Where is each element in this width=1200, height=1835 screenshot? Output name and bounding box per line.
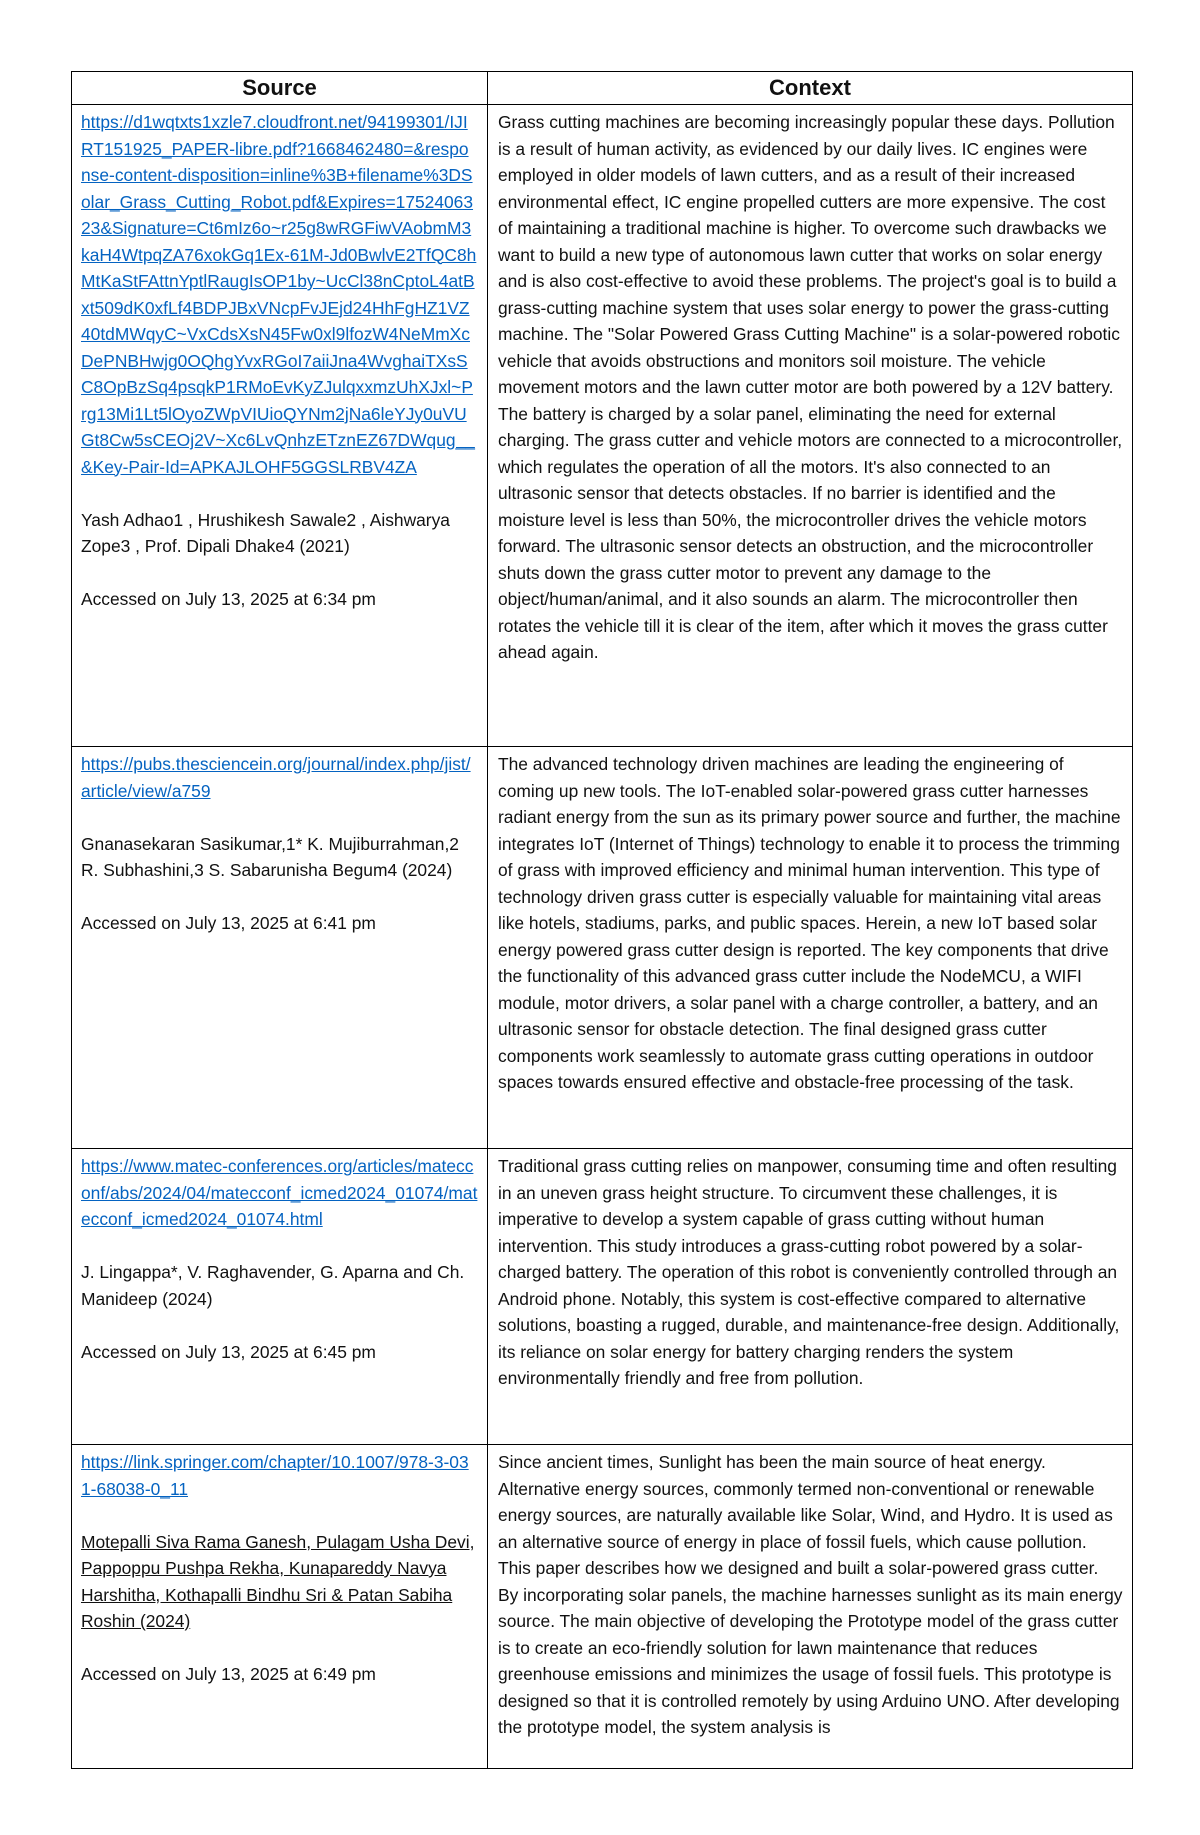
- context-text: The advanced technology driven machines are leading the engineering of coming up new tools. The IoT-enabled solar-powered grass cutter harnesses radiant energy from the sun as its primary power source and further, the machine integrates IoT (Internet of Things) technology to enable it to process the trimming of grass with improved efficiency and minimal human intervention. This type of technology driven grass cutter is especially valuable for maintaining vital areas like hotels, stadiums, parks, and public spaces. Herein, a new IoT based solar energy powered grass cutter design is reported. The key components that drive the functionality of this advanced grass cutter include the NodeMCU, a WIFI module, motor drivers, a solar panel with a charge controller, a battery, and an ultrasonic sensor for obstacle detection. The final designed grass cutter components work seamlessly to automate grass cutting operations in outdoor spaces towards ensured effective and obstacle-free processing of the task.: [498, 754, 1121, 1092]
- accessed-date: Accessed on July 13, 2025 at 6:45 pm: [81, 1341, 376, 1362]
- source-link[interactable]: https://pubs.thesciencein.org/journal/index.php/jist/article/view/a759: [81, 754, 471, 801]
- accessed-date: Accessed on July 13, 2025 at 6:34 pm: [81, 589, 376, 609]
- authors-text: J. Lingappa*, V. Raghavender, G. Aparna and Ch. Manideep (2024): [81, 1262, 465, 1309]
- source-link[interactable]: https://d1wqtxts1xzle7.cloudfront.net/94199301/IJIRT151925_PAPER-libre.pdf?1668462480=&response-content-disposition=inline%3B+filename%3DSolar_Grass_Cutting_Robot.pdf&Expires=1752406323&Signature=Ct6mIz6o~r25g8wRGFiwVAobmM3kaH4WtpqZA76xokGq1Ex-61M-Jd0BwlvE2TfQC8hMtKaStFAttnYptlRaugIsOP1by~UcCl38nCptoL4atBxt509dK0xfLf4BDPJBxVNcpFvJEjd24HhFgHZ1VZ40tdMWqyC~VxCdsXsN45Fw0xl9lfozW4NeMmXcDePNBHwjg0OQhgYvxRGoI7aiiJna4WvghaiTXsSC8OpBzSq4psqkP1RMoEvKyZJulqxxmzUhXJxl~Prg13Mi1Lt5lOyoZWpVIUioQYNm2jNa6leYJy0uVUGt8Cw5sCEOj2V~Xc6LvQnhzETznEZ67DWqug__&Key-Pair-Id=APKAJLOHF5GGSLRBV4ZA: [81, 112, 477, 477]
- authors-text: Yash Adhao1 , Hrushikesh Sawale2 , Aishwarya Zope3 , Prof. Dipali Dhake4 (2021): [81, 509, 450, 556]
- context-text: Since ancient times, Sunlight has been the main source of heat energy. Alternative energy sources, commonly termed non-conventional or renewable energy sources, are naturally available like Solar, Wind, and Hydro. It is used as an alternative source of energy in place of fossil fuels, which cause pollution. This paper describes how we designed and built a solar-powered grass cutter. By incorporating solar panels, the machine harnesses sunlight as its main energy source. The main objective of developing the Prototype model of the grass cutter is to create an eco-friendly solution for lawn maintenance that reduces greenhouse emissions and minimizes the usage of fossil fuels. This prototype is designed so that it is controlled remotely by using Arduino UNO. After developing the prototype model, the system analysis is: [498, 1452, 1123, 1737]
- header-row: [72, 72, 1133, 105]
- context-text: Grass cutting machines are becoming increasingly popular these days. Pollution is a result of human activity, as evidenced by our daily lives. IC engines were employed in older models of lawn cutters, and as a result of their increased environmental effect, IC engine propelled cutters are more expensive. The cost of maintaining a traditional machine is higher. To overcome such drawbacks we want to build a new type of autonomous lawn cutter that works on solar energy and is also cost-effective to avoid these problems. The project's goal is to build a grass-cutting machine system that uses solar energy to power the grass-cutting machine. The "Solar Powered Grass Cutting Machine" is a solar-powered robotic vehicle that avoids obstructions and monitors soil moisture. The vehicle movement motors and the lawn cutter motor are both powered by a 12V battery. The battery is charged by a solar panel, eliminating the need for external charging. The grass cutter and vehicle motors are connected to a microcontroller, which regulates the operation of all the motors. It's also connected to an ultrasonic sensor that detects obstacles. If no barrier is identified and the moisture level is less than 50%, the microcontroller drives the vehicle motors forward. The ultrasonic sensor detects an obstruction, and the microcontroller shuts down the grass cutter motor to prevent any damage to the object/human/animal, and it also sounds an alarm. The microcontroller then rotates the vehicle till it is clear of the item, after which it moves the grass cutter ahead again.: [498, 112, 1123, 662]
- table-row: [72, 747, 1133, 1149]
- authors-text[interactable]: Motepalli Siva Rama Ganesh, Pulagam Usha Devi, Pappoppu Pushpa Rekha, Kunapareddy Navya Harshitha, Kothapalli Bindhu Sri & Patan Sabiha Roshin (2024): [81, 1531, 475, 1631]
- source-link[interactable]: https://www.matec-conferences.org/articles/matecconf/abs/2024/04/matecconf_icmed2024_01074/matecconf_icmed2024_01074.html: [81, 1156, 478, 1229]
- context-cell: [488, 747, 1133, 1149]
- source-cell: [72, 1149, 488, 1445]
- table-row: [72, 1445, 1133, 1769]
- source-cell: [72, 105, 488, 747]
- authors-text: Gnanasekaran Sasikumar,1* K. Mujiburrahman,2 R. Subhashini,3 S. Sabarunisha Begum4 (2024): [81, 833, 459, 880]
- context-cell: [488, 1445, 1133, 1769]
- accessed-date: Accessed on July 13, 2025 at 6:41 pm: [81, 913, 376, 933]
- context-header: Context: [488, 72, 1133, 105]
- source-cell: [72, 747, 488, 1149]
- source-header: Source: [72, 72, 488, 105]
- source-link[interactable]: https://link.springer.com/chapter/10.1007/978-3-031-68038-0_11: [81, 1452, 469, 1499]
- context-cell: [488, 105, 1133, 747]
- table-row: [72, 1149, 1133, 1445]
- table-row: [72, 105, 1133, 747]
- sources-table: [71, 71, 1133, 1769]
- accessed-date: Accessed on July 13, 2025 at 6:49 pm: [81, 1664, 376, 1684]
- context-cell: [488, 1149, 1133, 1445]
- source-cell: [72, 1445, 488, 1769]
- context-text: Traditional grass cutting relies on manpower, consuming time and often resulting in an uneven grass height structure. To circumvent these challenges, it is imperative to develop a system capable of grass cutting without human intervention. This study introduces a grass-cutting robot powered by a solar-charged battery. The operation of this robot is conveniently controlled through an Android phone. Notably, this system is cost-effective compared to alternative solutions, boasting a rugged, durable, and maintenance-free design. Additionally, its reliance on solar energy for battery charging renders the system environmentally friendly and free from pollution.: [498, 1156, 1120, 1388]
